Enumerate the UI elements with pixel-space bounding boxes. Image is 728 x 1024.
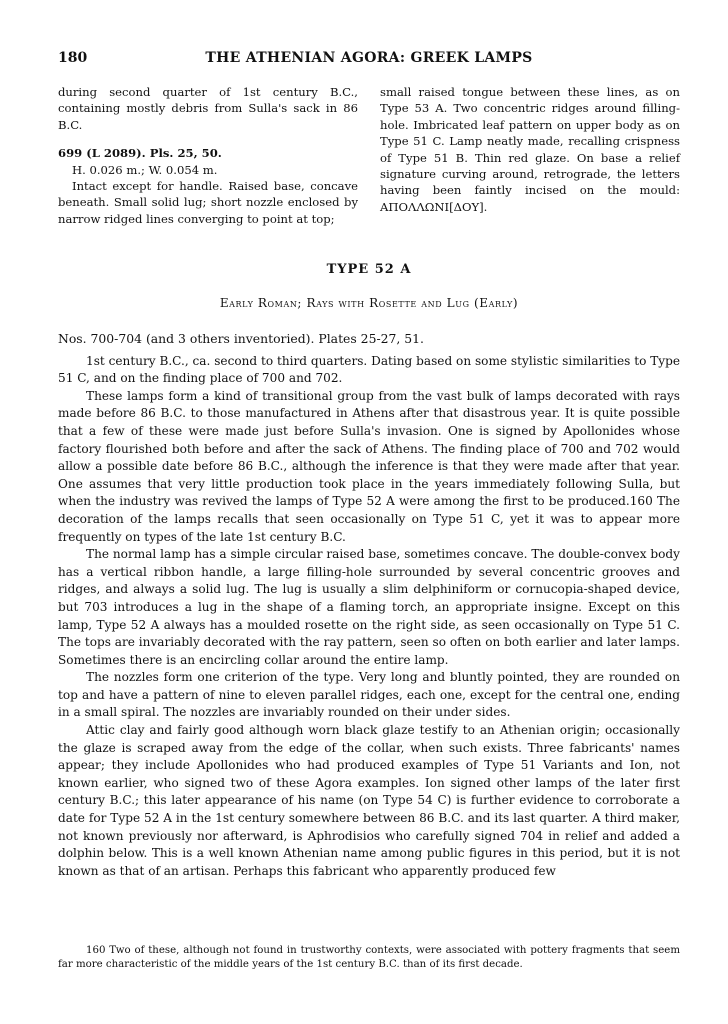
body-paragraph-transitional-group: These lamps form a kind of transitional group from the vast bulk of lamps decorated with rays made before 86 B.C. to those manufactured in Athens after that disastrous year. It is quite possible that a few of these were made just before Sulla's invasion. One is signed by Apollonides whose factory flourished both before and after the sack of Athens. The finding place of 700 and 702 would allow a possible date before 86 B.C., although the inference is that they were made after that year. One assumes that very little production took place in the years immediately following Sulla, but when the industry was revived the lamps of Type 52 A were among the first to be produced.160 The decoration of the lamps recalls that seen occasionally on Type 51 C, yet it was to appear more frequently on types of the late 1st century B.C. [58,388,680,544]
catalog-intro-text: during second quarter of 1st century B.C., containing mostly debris from Sulla's sack in 86 B.C. [58,85,358,132]
section-subtitle: Early Roman; Rays with Rosette and Lug (Early) [219,296,519,310]
catalog-entry-description: Intact except for handle. Raised base, concave beneath. Small solid lug; short nozzle enclosed by narrow ridged lines converging to point at top; [58,179,358,226]
body-paragraph-normal-lamp: The normal lamp has a simple circular raised base, sometimes concave. The double-convex body has a vertical ribbon handle, a large filling-hole surrounded by several concentric grooves and ridges, and always a solid lug. The lug is usually a slim delphiniform or cornucopia-shaped device, but 703 introduces a lug in the shape of a flaming torch, an appropriate insigne. Except on this lamp, Type 52 A always has a moulded rosette on the right side, as seen occasionally on Type 51 C. The tops are invariably decorated with the ray pattern, seen so often on both earlier and later lamps. Sometimes there is an encircling collar around the entire lamp. [58,547,680,667]
catalog-entry-continuation: small raised tongue between these lines, as on Type 53 A. Two concentric ridges around filling-hole. Imbricated leaf pattern on upper body as on Type 51 C. Lamp neatly made, recalling crispness of Type 51 B. Thin red glaze. On base a relief signature curving around, retrograde, the letters having been faintly incised on the mould: ΑΠΟΛΛΩΝΙ[ΔΟΥ]. [380,85,680,214]
catalog-numbers-line: Nos. 700-704 (and 3 others inventoried). Plates 25-27, 51. [58,331,424,346]
left-column [58,84,358,227]
section-title: TYPE 52 A [326,262,412,277]
running-title: THE ATHENIAN AGORA: GREEK LAMPS [205,50,533,66]
body-paragraph-nozzles: The nozzles form one criterion of the type. Very long and bluntly pointed, they are rounded on top and have a pattern of nine to eleven parallel ridges, each one, except for the central one, ending in a small spiral. The nozzles are invariably rounded on their under sides. [58,670,680,720]
right-column [380,84,680,215]
page-header [58,50,680,70]
catalog-entry-heading: 699 (L 2089). Pls. 25, 50. [58,146,222,161]
catalog-entry-dimensions: H. 0.026 m.; W. 0.054 m. [72,162,218,177]
body-text [58,330,680,880]
footnote: 160 Two of these, although not found in trustworthy contexts, were associated with pottery fragments that seem far more characteristic of the middle years of the 1st century B.C. than of its first decade. [58,945,680,970]
body-paragraph-clay-glaze: Attic clay and fairly good although worn black glaze testify to an Athenian origin; occasionally the glaze is scraped away from the edge of the collar, when such exists. Three fabricants' names appear; they include Apollonides who had produced examples of Type 51 Variants and Ion, not known earlier, who signed two of these Agora examples. Ion signed other lamps of the later first century B.C.; this later appearance of his name (on Type 54 C) is further evidence to corroborate a date for Type 52 A in the 1st century somewhere between 86 B.C. and its last quarter. A third maker, not known previously nor afterward, is Aphrodisios who carefully signed 704 in relief and added a dolphin below. This is a well known Athenian name among public figures in this period, but it is not known as that of an artisan. Perhaps this fabricant who apparently produced few [58,723,680,878]
body-paragraph-dating: 1st century B.C., ca. second to third quarters. Dating based on some stylistic similarities to Type 51 C, and on the finding place of 700 and 702. [58,353,680,386]
page-number: 180 [58,50,88,66]
